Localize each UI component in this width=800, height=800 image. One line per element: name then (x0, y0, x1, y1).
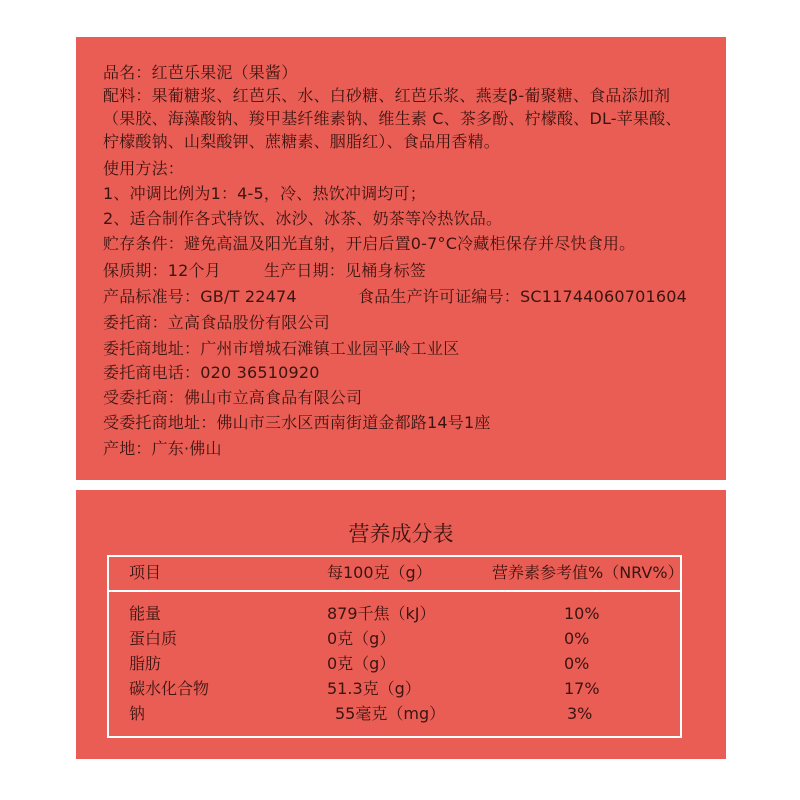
row-sodium-nrv: 3% (567, 704, 593, 723)
row-carbs-nrv: 17% (564, 679, 600, 698)
row-sodium-item: 钠 (129, 704, 146, 723)
row-carbs-per100: 51.3克（g） (327, 679, 421, 698)
row-fat-per100: 0克（g） (327, 654, 396, 673)
ingredients-line-2: （果胶、海藻酸钠、羧甲基纤维素钠、维生素 C、茶多酚、柠檬酸、DL-苹果酸、 (103, 109, 682, 128)
row-carbs-item: 碳水化合物 (129, 679, 210, 698)
row-protein-item: 蛋白质 (129, 629, 178, 648)
production-date: 生产日期：见桶身标签 (264, 261, 427, 280)
header-per100: 每100克（g） (327, 563, 432, 582)
usage-step-2: 2、适合制作各式特饮、冰沙、冰茶、奶茶等冷热饮品。 (103, 209, 503, 228)
license-number: 食品生产许可证编号：SC11744060701604 (358, 287, 688, 306)
ingredients-line-1: 配料：果葡糖浆、红芭乐、水、白砂糖、红芭乐浆、燕麦β-葡聚糖、食品添加剂 (103, 86, 671, 105)
product-name: 品名：红芭乐果泥（果酱） (103, 63, 298, 82)
header-item: 项目 (129, 563, 162, 582)
row-energy-nrv: 10% (564, 604, 600, 623)
row-protein-per100: 0克（g） (327, 629, 396, 648)
usage-heading: 使用方法： (103, 159, 185, 178)
header-nrv: 营养素参考值%（NRV%） (492, 563, 684, 582)
row-sodium-per100: 55毫克（mg） (335, 704, 446, 723)
row-protein-nrv: 0% (564, 629, 590, 648)
product-info-panel (76, 37, 726, 480)
manufacturer-address: 受委托商地址：佛山市三水区西南街道金都路14号1座 (103, 413, 491, 432)
row-fat-nrv: 0% (564, 654, 590, 673)
origin: 产地：广东·佛山 (103, 439, 222, 458)
client-address: 委托商地址：广州市增城石滩镇工业园平岭工业区 (103, 339, 460, 358)
nutrition-table (107, 555, 682, 738)
row-fat-item: 脂肪 (129, 654, 162, 673)
shelf-life: 保质期：12个月 (103, 261, 221, 280)
client-phone: 委托商电话：020 36510920 (103, 363, 320, 382)
standard-number: 产品标准号：GB/T 22474 (103, 287, 297, 306)
usage-step-1: 1、冲调比例为1：4-5，冷、热饮冲调均可； (103, 184, 426, 203)
nutrition-panel (76, 490, 726, 759)
ingredients-line-3: 柠檬酸钠、山梨酸钾、蔗糖素、胭脂红）、食品用香精。 (103, 132, 501, 151)
header-divider (109, 590, 680, 592)
nutrition-title: 营养成分表 (348, 522, 454, 546)
storage-conditions: 贮存条件：避免高温及阳光直射，开启后置0-7°C冷藏柜保存并尽快食用。 (103, 234, 636, 253)
row-energy-item: 能量 (129, 604, 162, 623)
manufacturer-name: 受委托商：佛山市立高食品有限公司 (103, 388, 363, 407)
row-energy-per100: 879千焦（kJ） (327, 604, 436, 623)
client-name: 委托商：立高食品股份有限公司 (103, 313, 330, 332)
